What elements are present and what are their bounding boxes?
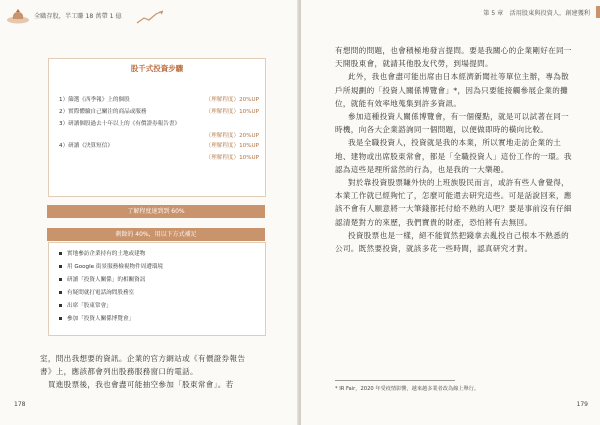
left-running-header [6,6,176,30]
paragraph: 我是全職投資人，投資就是我的本業，所以實地走訪企業的土地、建物或出席股東常會，都是「全職投資人」這份工作的一環。我認為這些是理所當然的行為，也是我的一大樂趣。 [335,138,572,174]
body-line: 書》上，應該都會列出股務服務窗口的電話。 [40,367,198,377]
bullet-icon [59,304,62,307]
step-4-level [59,151,259,161]
right-running-header: 第 5 章 活用股東與投資人，創建獲利 [483,10,590,17]
list-item: 用 Google 街景服務檢視物件周遭環境 [59,262,163,275]
list-item: 出席「股東常會」 [59,301,163,314]
step-level: （理解程度）10%UP [205,109,259,115]
step-level: （理解程度）10%UP [205,155,259,161]
footnote-divider [335,380,455,381]
bullet-icon [59,291,62,294]
left-header-text: 全職存股，半工賺 18 萬帶 1 億 [34,13,122,20]
supplement-methods-box [48,242,266,336]
remaining-40-banner: 剩餘的 40%，用以下方式補足 [47,228,265,241]
body-line: 室，問出我想要的資訊。企業的官方網站或《有價證券報告 [40,354,246,363]
understanding-60-banner: 了解程度達到到 60% [47,205,265,218]
bullet-icon [59,317,62,320]
chapter-tab-marker [596,6,600,18]
steps-box-title: 股千式投資步驟 [130,64,184,73]
paragraph: 有想問的問題，也會積極地發言提問。要是我關心的企業剛好在同一天開股東會，就請其他股友代勞，到場提問。 [335,46,572,69]
list-item: 研讀「投資人關係」的相關資訊 [59,275,163,288]
left-body-text [40,352,272,392]
rising-arrow-icon [136,9,166,25]
supplement-list [59,249,163,327]
steps-list [59,93,259,161]
step-text: 4）研讀《決算短信》 [59,143,113,149]
paragraph: 投資股票也是一樣，絕不能貿然把錢拿去亂投自己根本不熟悉的公司。既然要投資，就該多花一些時間，認真研究才對。 [335,230,570,254]
list-item: 實地參訪企業持有的土地或建物 [59,249,163,262]
step-2 [59,105,259,117]
body-line: 買進股票後，我也會盡可能抽空參加「股東常會」。若 [40,380,234,390]
footnote: * IR Fair，2020 年受疫情影響，越來越多業者改為線上舉行。 [335,386,480,392]
list-item: 有疑問就打電話詢問股務室 [59,288,163,301]
step-4 [59,139,259,151]
step-text: 1）篩選《西季報》上的個股 [59,97,130,103]
step-3 [59,117,259,129]
list-item: 參加「投資人關係博覽會」 [59,314,163,327]
investment-steps-box [48,58,266,197]
step-level: （理解程度）20%UP [205,97,259,103]
left-page [0,0,299,425]
step-level: （理解程度）20%UP [205,133,259,139]
step-1 [59,93,259,105]
paragraph: 參加這種投資人關係博覽會，有一個優點，就是可以試著在同一時機，向各大企業諮詢同一個問題，以便做即時的橫向比較。 [335,112,570,135]
paragraph: 對於靠投資股票賺外快的上班族股民而言，或許有些人會覺得，本業工作就已經夠忙了，怎麼可能還去研究這些。可是話說回來，應該不會有人願意將一大筆錢都托付給不熟的人吧？要是事前沒有仔細認清楚對方的來歷，我們寶貴的財產，恐怕將有去無回。 [335,178,572,227]
step-3-level [59,129,259,139]
bullet-icon [59,278,62,281]
right-body-text [335,44,573,255]
page-number-right: 179 [576,401,588,408]
step-text: 3）研讀個股過去十年以上的《有價證券報告書》 [59,121,181,127]
step-level: （理解程度）10%UP [205,143,259,149]
money-bag-icon [6,8,30,24]
bullet-icon [59,265,62,268]
step-text: 2）實際體驗自己關注的商品或服務 [59,109,147,115]
bullet-icon [59,252,62,255]
page-number-left: 178 [14,401,26,408]
paragraph: 此外，我也會盡可能出席由日本經濟新聞社等單位主辦，專為散戶所規劃的「投資人關係博覽會」*，因為只要能接觸參展企業的攤位，就能有效率地蒐集到許多資訊。 [335,72,570,108]
